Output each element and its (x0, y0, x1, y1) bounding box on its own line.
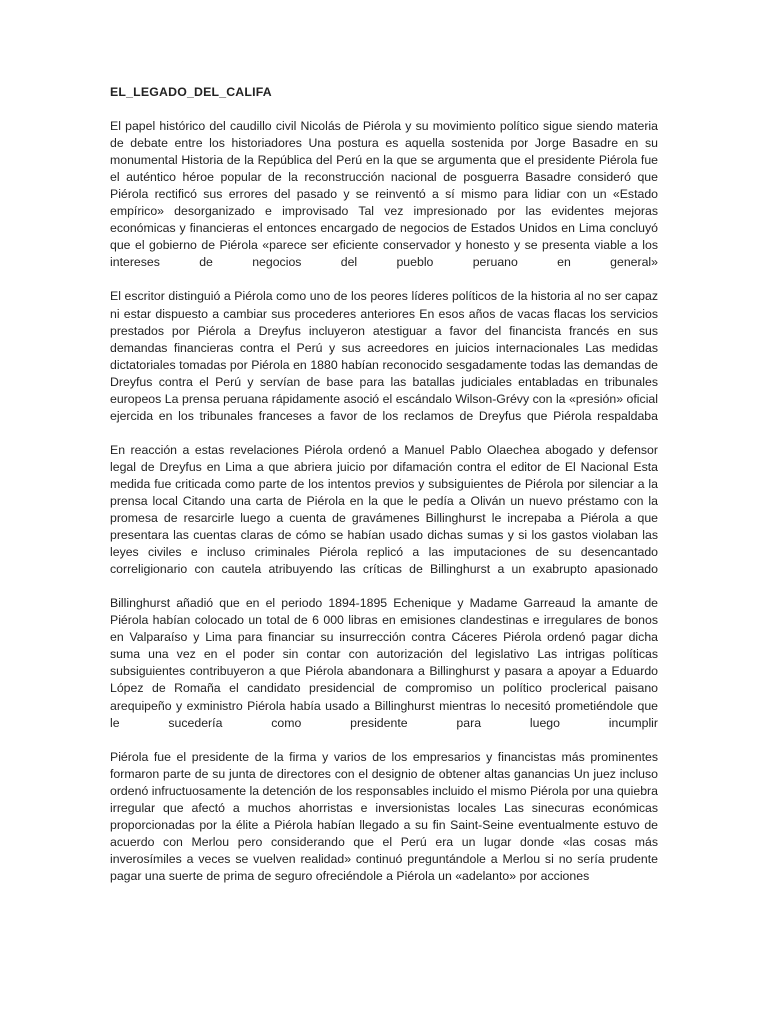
paragraph-1: El papel histórico del caudillo civil Nicolás de Piérola y su movimiento político sigue siendo materia de debate entre los historiadores Una postura es aquella sostenida por Jorge Basadre en su monumental Historia de la República del Perú en la que se argumenta que el presidente Piérola fue el auténtico héroe popular de la reconstrucción nacional de posguerra Basadre consideró que Piérola rectificó sus errores del pasado y se reinventó a sí mismo para lidiar con un «Estado empírico» desorganizado e improvisado Tal vez impresionado por las evidentes mejoras económicas y financieras el entonces encargado de negocios de Estados Unidos en Lima concluyó que el gobierno de Piérola «parece ser eficiente conservador y honesto y se presenta viable a los intereses de negocios del pueblo peruano en general» (110, 119, 658, 270)
document-title: EL_LEGADO_DEL_CALIFA (110, 85, 272, 99)
paragraph-5: Piérola fue el presidente de la firma y varios de los empresarios y financistas más prominentes formaron parte de su junta de directores con el designio de obtener altas ganancias Un juez incluso ordenó infructuosamente la detención de los responsables incluido el mismo Piérola por una quiebra irregular que afectó a muchos ahorristas e inversionistas locales Las sinecuras económicas proporcionadas por la élite a Piérola habían llegado a su fin Saint-Seine eventualmente estuvo de acuerdo con Merlou pero considerando que el Perú era un lugar donde «las cosas más inverosímiles a veces se vuelven realidad» continuó preguntándole a Merlou si no sería prudente pagar una suerte de prima de seguro ofreciéndole a Piérola un «adelanto» por acciones (110, 749, 658, 883)
paragraph-3: En reacción a estas revelaciones Piérola ordenó a Manuel Pablo Olaechea abogado y defensor legal de Dreyfus en Lima a que abriera juicio por difamación contra el editor de El Nacional Esta medida fue criticada como parte de los intentos previos y subsiguientes de Piérola por silenciar a la prensa local Citando una carta de Piérola en la que le pedía a Oliván un nuevo préstamo con la promesa de resarcirle luego a cuenta de gravámenes Billinghurst le increpaba a Piérola a que presentara las cuentas claras de cómo se habían usado dichas sumas y si los gastos violaban las leyes civiles e incluso criminales Piérola replicó a las imputaciones de su desencantado correligionario con cautela atribuyendo las críticas de Billinghurst a un exabrupto apasionado (110, 442, 658, 577)
document-body (110, 84, 658, 902)
paragraph-2: El escritor distinguió a Piérola como uno de los peores líderes políticos de la historia al no ser capaz ni estar dispuesto a cambiar sus procederes anteriores En esos años de vacas flacas los servicios prestados por Piérola a Dreyfus incluyeron atestiguar a favor del financista francés en sus demandas financieras contra el Perú y sus acreedores en juicios internacionales Las medidas dictatoriales tomadas por Piérola en 1880 habían reconocido sesgadamente todas las demandas de Dreyfus contra el Perú y servían de base para las batallas judiciales entabladas en tribunales europeos La prensa peruana rápidamente asoció el escándalo Wilson-Grévy con la «presión» oficial ejercida en los tribunales franceses a favor de los reclamos de Dreyfus que Piérola respaldaba (110, 289, 658, 423)
paragraph-4: Billinghurst añadió que en el periodo 1894-1895 Echenique y Madame Garreaud la amante de Piérola habían colocado un total de 6 000 libras en emisiones clandestinas e irregulares de bonos en Valparaíso y Lima para financiar su insurrección contra Cáceres Piérola ordenó pagar dicha suma una vez en el poder sin contar con autorización del legislativo Las intrigas políticas subsiguientes contribuyeron a que Piérola abandonara a Billinghurst y pasara a apoyar a Eduardo López de Romaña el candidato presidencial de compromiso un político proclerical paisano arequipeño y exministro Piérola había usado a Billinghurst mientras lo necesitó prometiéndole que le sucedería como presidente para luego incumplir (110, 596, 658, 730)
